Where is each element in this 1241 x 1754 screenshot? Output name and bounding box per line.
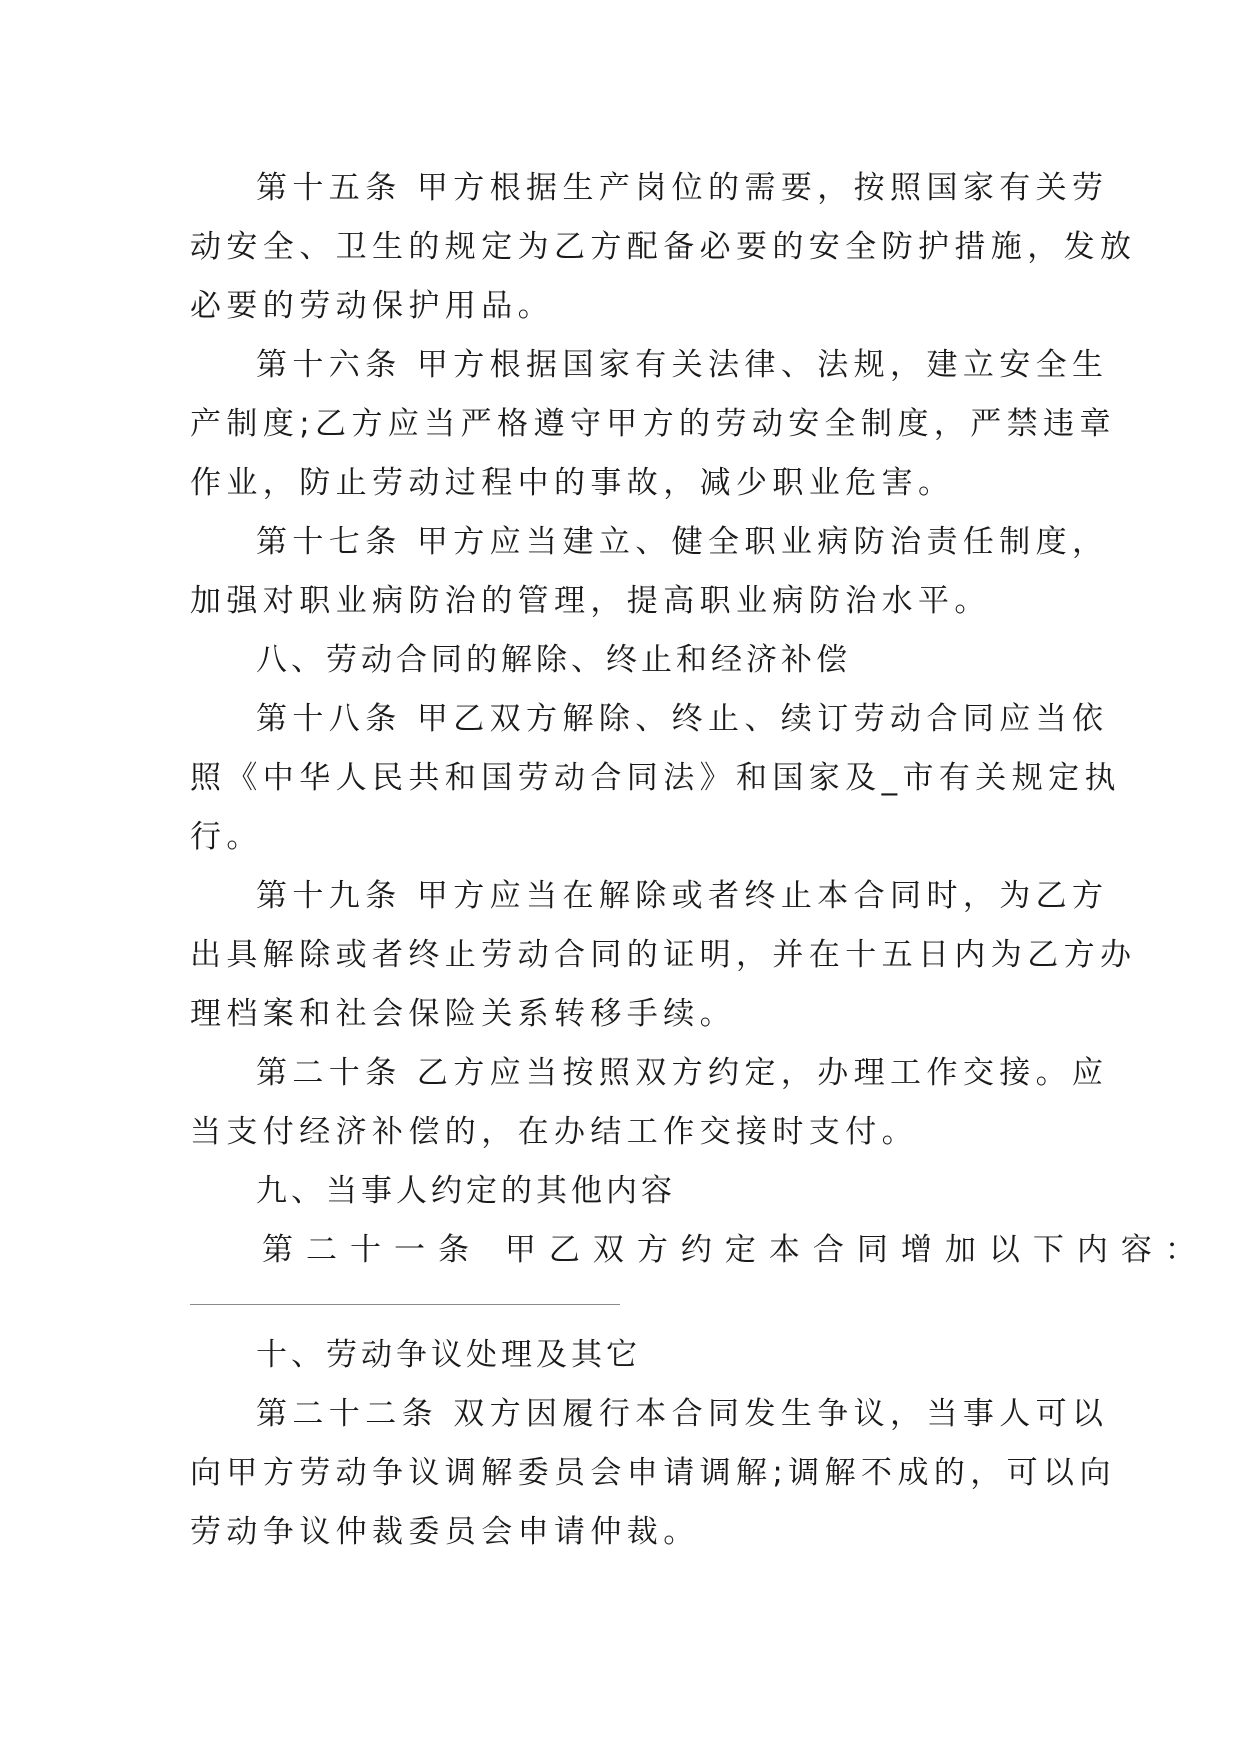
article-15-line-3: 必要的劳动保护用品。 bbox=[190, 288, 554, 324]
section-10-heading: 十、劳动争议处理及其它 bbox=[256, 1337, 641, 1373]
article-16-line-2: 产制度;乙方应当严格遵守甲方的劳动安全制度，严禁违章 bbox=[190, 406, 1116, 442]
article-19-line-1: 第十九条 甲方应当在解除或者终止本合同时，为乙方 bbox=[256, 878, 1109, 914]
article-17-line-1: 第十七条 甲方应当建立、健全职业病防治责任制度， bbox=[256, 524, 1109, 560]
article-21-line-1: 第二十一条 甲乙双方约定本合同增加以下内容： bbox=[262, 1232, 1209, 1268]
article-18-line-1: 第十八条 甲乙双方解除、终止、续订劳动合同应当依 bbox=[256, 701, 1109, 737]
section-8-heading: 八、劳动合同的解除、终止和经济补偿 bbox=[256, 642, 851, 678]
article-18-line-2: 照《中华人民共和国劳动合同法》和国家及_市有关规定执 bbox=[190, 760, 1121, 796]
fill-in-blank-line bbox=[190, 1304, 620, 1305]
article-22-line-1: 第二十二条 双方因履行本合同发生争议，当事人可以 bbox=[256, 1396, 1109, 1432]
article-15-line-2: 动安全、卫生的规定为乙方配备必要的安全防护措施，发放 bbox=[190, 229, 1137, 265]
article-17-line-2: 加强对职业病防治的管理，提高职业病防治水平。 bbox=[190, 583, 991, 619]
article-22-line-2: 向甲方劳动争议调解委员会申请调解;调解不成的，可以向 bbox=[190, 1455, 1116, 1491]
article-20-line-1: 第二十条 乙方应当按照双方约定，办理工作交接。应 bbox=[256, 1055, 1109, 1091]
article-20-line-2: 当支付经济补偿的，在办结工作交接时支付。 bbox=[190, 1114, 918, 1150]
article-19-line-3: 理档案和社会保险关系转移手续。 bbox=[190, 996, 736, 1032]
article-19-line-2: 出具解除或者终止劳动合同的证明，并在十五日内为乙方办 bbox=[190, 937, 1137, 973]
article-16-line-1: 第十六条 甲方根据国家有关法律、法规，建立安全生 bbox=[256, 347, 1109, 383]
article-22-line-3: 劳动争议仲裁委员会申请仲裁。 bbox=[190, 1514, 700, 1550]
article-16-line-3: 作业，防止劳动过程中的事故，减少职业危害。 bbox=[190, 465, 955, 501]
article-18-line-3: 行。 bbox=[190, 819, 263, 855]
article-15-line-1: 第十五条 甲方根据生产岗位的需要，按照国家有关劳 bbox=[256, 170, 1109, 206]
section-9-heading: 九、当事人约定的其他内容 bbox=[256, 1173, 676, 1209]
